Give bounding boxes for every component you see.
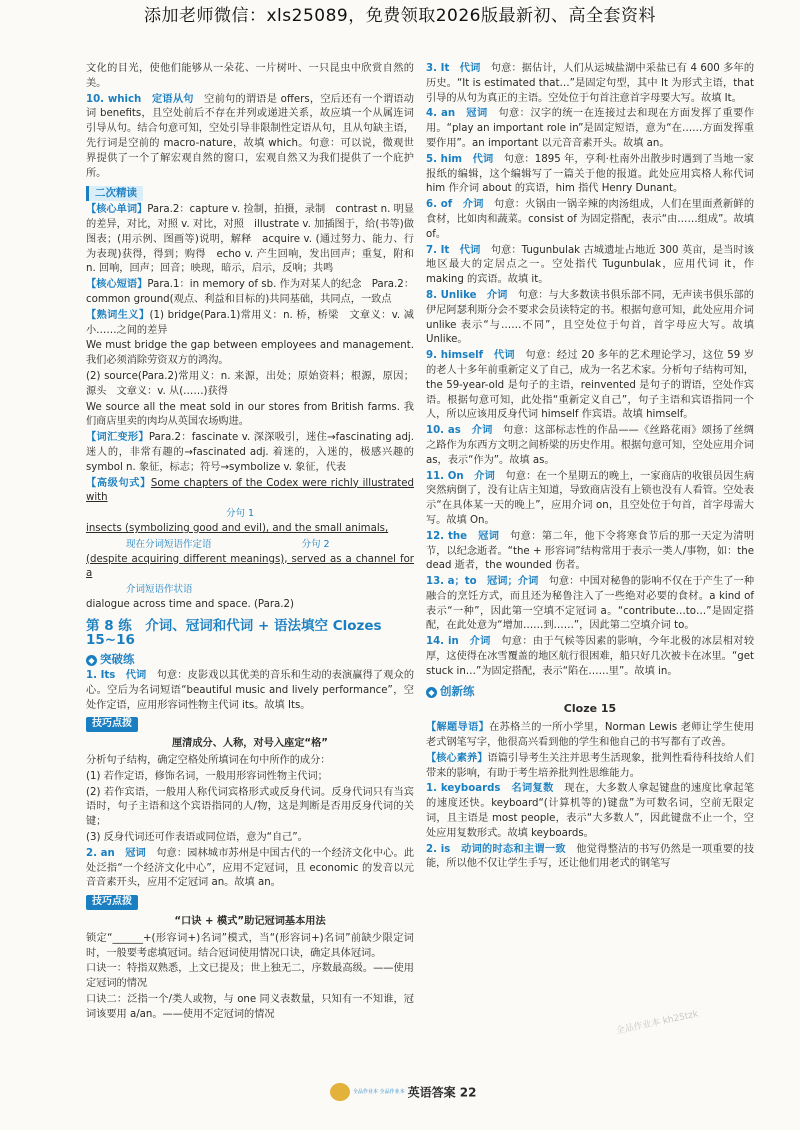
label-advanced-sentence: 【高级句式】: [86, 477, 151, 489]
section-header-second-reading: 二次精读: [86, 186, 143, 201]
answer-head: 4. an 冠词: [426, 108, 488, 120]
answer-text: 句意：Tugunbulak 古城遗址占地近 300 英亩，是当时该地区最大的定居点之一。空处指代 Tugunbulak，应用代词 it，作 making 的宾语。故填 it。: [426, 244, 754, 286]
answer-text: 句意：火锅由一锅辛辣的肉汤组成，人们在里面煮新鲜的食材，比如肉和蔬菜。consist of 为固定搭配，表示“由……组成”。故填 of。: [426, 199, 755, 240]
answer-head: 7. It 代词: [426, 244, 481, 256]
familiar-words-text: (2) source(Para.2)常用义：n. 来源，出处；原始资料；根源，原因；源头 文章义：v. 从(……)获得: [86, 370, 414, 397]
answer-text: 句意：中国对秘鲁的影响不仅在于产生了一种融合的烹饪方式，而且还为秘鲁注入了一些绝对必要的食材。a kind of 表示“一种”，因此第一空填不定冠词 a。“contribute…to…”是固定搭配，在此处意为“增加……到……”，因此第二空填介词 to。: [426, 576, 755, 632]
page-number-label: 英语答案 22: [407, 1085, 477, 1100]
answer-head: 10. as 介词: [426, 425, 493, 437]
core-phrases-text: Para.1：in memory of sb. 作为对某人的纪念 Para.2：common ground(观点、利益和目标的)共同基础，共同点，一致点: [86, 279, 415, 305]
answer-head: 13. a；to 冠词；介词: [426, 576, 539, 588]
tip-line: 口诀一：特指双熟悉，上文已提及；世上独无二，序数最高级。——使用定冠词的情况: [86, 963, 414, 990]
cloze-title: Cloze 15: [563, 702, 617, 716]
answer-head: 12. the 冠词: [426, 530, 500, 542]
subsection-breakthrough: ◆ 突破练: [86, 652, 414, 667]
annotation: 分句 2: [301, 538, 330, 550]
answer-text: 他觉得整洁的书写仍然是一项重要的技能，所以他不仅让学生手写，还让他们用老式的钢笔写: [426, 843, 755, 870]
tip-label: 技巧点拨: [86, 717, 138, 732]
tip-title: 厘清成分、人称，对号入座定“格”: [171, 738, 328, 750]
watermark: 全品作业本 kh25tzk: [615, 1009, 700, 1037]
header-banner: 添加老师微信：xls25089，免费领取2026版最新初、高全套资料: [144, 6, 656, 26]
left-column: [86, 62, 425, 1024]
answer-head: 8. Unlike 介词: [426, 289, 508, 301]
sentence-line: Some chapters of the Codex were richly illustrated with: [86, 477, 415, 504]
answer-head: 2. is 动词的时态和主谓一致: [426, 843, 566, 855]
tip-line: (1) 若作定语，修饰名词，一般用形容词性物主代词；: [86, 770, 328, 782]
annotation: 分句 1: [226, 508, 255, 520]
tip-line: (3) 反身代词还可作表语或同位语，意为“自己”。: [86, 832, 308, 844]
footer-small-text: 全品作业本 全品作业本: [353, 1089, 405, 1095]
word-forms-text: Para.2：fascinate v. 深深吸引，迷住→fascinating adj. 迷人的，非常有趣的→fascinated adj. 着迷的，入迷的，极感兴趣的 symbol n. 象征，标志；符号→symbolize v. 象征，代表: [86, 432, 425, 473]
logo-icon: [330, 1083, 350, 1101]
core-words-text: Para.2：capture v. 捡制，拍摄，录制 contrast n. 明显的差异，对比，对照 v. 对比，对照 illustrate v. 加插图于，给(书等)做图表；(用示例、图画等)说明，解释 acquire v. (通过努力、能力、行为表现)获得，得到；购得 echo v. 产生回响，发出回声；重复，附和 n. 回响，回声；回音；映现，暗示，启示，反响；共鸣: [86, 204, 415, 275]
answer-text: 空前句的谓语是 offers，空后还有一个谓语动词 benefits，且空处前后不存在并列或递进关系，故应填一个从属连词引导从句。结合句意可知，空处引导非限制性定语从句，且从句缺主语，先行词是空前的 macro-nature，故填 which。句意：可以说，微观世界提供了一个了解宏观自然的窗口，宏观自然又为我们提供了一个庇护所。: [86, 93, 414, 179]
badge-icon: ◆: [426, 687, 437, 698]
answer-text: 句意：与大多数读书俱乐部不同，无声读书俱乐部的伊尼阿瑟利斯分会不要求会员读特定的书。根据句意可知，此处应用介词 unlike 表示“与……不同”，且空处位于句首，首字母应大写。故填 Unlike。: [426, 289, 754, 346]
label-guide: 【解题导语】: [426, 722, 490, 734]
answer-head: 11. On 介词: [426, 470, 495, 482]
tip-line: 锁定“______+(形容词+)名词”模式，当“(形容词+)名词”前缺少限定词时，一般要考虑填冠词。结合冠词使用情况口诀，确定具体冠词。: [86, 932, 414, 959]
annotation: 介词短语作状语: [126, 584, 193, 596]
tip-label: 技巧点拨: [86, 895, 138, 910]
answer-text: 句意：据估计，人们从运城盐湖中采盐已有 4 600 多年的历史。“It is estimated that…”是固定句型，其中 It 为形式主语，that 引导的从句为真正的主语。空处位于句首注意首字母要大写。故填 It。: [426, 63, 755, 104]
sentence-line: (despite acquiring different meanings), served as a channel for a: [86, 553, 414, 580]
tip-line: 分析句子结构，确定空格处所填词在句中所作的成分：: [86, 755, 331, 767]
paragraph: 文化的目光，使他们能够从一朵花、一片树叶、一只昆虫中欣赏自然的美。: [86, 63, 414, 89]
example-sentence: We must bridge the gap between employees and management. 我们必须消除劳资双方的鸿沟。: [86, 340, 414, 367]
answer-head: 5. him 代词: [426, 153, 494, 165]
label-core-literacy: 【核心素养】: [426, 752, 488, 764]
label-familiar-words: 【熟词生义】: [86, 309, 150, 321]
answer-text: 句意：园林城市苏州是中国古代的一个经济文化中心。此处泛指“一个经济文化中心”，应用不定冠词，且 economic 的发音以元音音素开头，应用不定冠词 an。故填 an。: [86, 847, 415, 889]
answer-text: 句意：汉字的统一在连接过去和现在方面发挥了重要作用。“play an important role in”是固定短语，意为“在……方面发挥重要作用”。an important 以元音音素开头。故填 an。: [426, 108, 755, 149]
tip-line: 口诀二：泛指一个/类人或物，与 one 同义表数量，只知有一不知谁，冠词该要用 a/an。——使用不定冠词的情况: [86, 994, 414, 1020]
answer-head: 10. which 定语从句: [86, 93, 194, 105]
familiar-words-text: (1) bridge(Para.1)常用义：n. 桥，桥梁 文章义：v. 减小……之间的差异: [86, 309, 414, 336]
page-footer: [330, 1083, 480, 1103]
answer-text: 句意：在一个星期五的晚上，一家商店的收银员因生病突然病倒了，没有让店主知道，导致商店没有上锁也没有人看管。空处表示“在具体某一天的晚上”，应用介词 on，且空处位于句首，首字母需大写。故填 On。: [426, 470, 755, 526]
core-literacy-text: 语篇引导考生关注并思考生活现象，批判性看待科技给人们带来的影响，有助于考生培养批判性思维能力。: [426, 752, 755, 779]
answer-text: 句意：这部标志性的作品——《丝路花雨》颂扬了丝绸之路作为东西方文明之间桥梁的历史作用。根据句意可知，空处应用介词 as，表示“作为”。故填 as。: [426, 425, 754, 466]
sentence-line: insects (symbolizing good and evil), and the small animals,: [86, 522, 389, 534]
answer-text: 句意：皮影戏以其优美的音乐和生动的表演赢得了观众的心。空后为名词短语“beautiful music and lively performance”，空处作定语，应用形容词性物主代词 its。故填 Its。: [86, 670, 415, 711]
example-sentence: We source all the meat sold in our stores from British farms. 我们商店里卖的肉均从英国农场购进。: [86, 401, 414, 428]
answer-text: 句意：经过 20 多年的艺术理论学习，这位 59 岁的老人十多年前重新定义了自己，成为一名艺术家。分析句子结构可知，the 59-year-old 是句子的主语，reinvented 是句子的谓语，空处作宾语。根据句意可知，此处指“重新定义自己”，句子主语和宾语指同一个人，所以应该用反身代词 himself 作宾语。故填 himself。: [426, 350, 755, 421]
answer-head: 9. himself 代词: [426, 350, 515, 362]
badge-icon: ◆: [86, 655, 97, 666]
tip-line: (2) 若作宾语，一般用人称代词宾格形式或反身代词。反身代词只有当宾语时，句子主语和这个宾语指同的人/物，这是判断是否用反身代词的关键；: [86, 786, 414, 828]
label-word-forms: 【词汇变形】: [86, 432, 149, 444]
answer-text: 句意：1895 年，亨利·杜南外出散步时遇到了当地一家报纸的编辑，这个编辑写了一篇关于他的报道。此处应用宾格人称代词 him 作介词 about 的宾语，him 指代 Henry Dunant。: [426, 153, 754, 195]
answer-head: 3. It 代词: [426, 63, 481, 74]
label-core-phrases: 【核心短语】: [86, 279, 148, 291]
answer-text: 现在，大多数人拿起键盘的速度比拿起笔的速度还快。keyboard“(计算机等的)键盘”为可数名词，空前无限定词，且主语是 most people，表示“大多数人”，因此键盘不止一个，空处应用复数形式。故填 keyboards。: [426, 783, 755, 839]
guide-text: 在苏格兰的一所小学里，Norman Lewis 老师让学生使用老式钢笔写字，他很高兴看到他的学生和他自己的书写都有了改善。: [426, 722, 755, 749]
label-core-words: 【核心单词】: [86, 204, 148, 216]
sentence-line: dialogue across time and space. (Para.2): [86, 598, 294, 610]
tip-title: “口诀 + 模式”助记冠词基本用法: [174, 916, 326, 928]
answer-text: 句意：由于气候等因素的影响，今年北极的冰层相对较厚，这使得在冰雪覆盖的地区航行很困难，船只好几次被卡在冰里。“get stuck in…”为固定搭配，表示“陷在……里”。故填 in。: [426, 636, 755, 677]
subsection-innovation: ◆ 创新练: [426, 684, 754, 699]
answer-text: 句意：第二年，他下令将寒食节后的那一天定为清明节，以纪念逝者。“the + 形容词”结构常用于表示一类人/事物，如：the dead 逝者，the wounded 伤者。: [426, 530, 755, 572]
answer-head: 1. keyboards 名词复数: [426, 783, 554, 795]
answer-head: 1. Its 代词: [86, 670, 147, 682]
answer-head: 2. an 冠词: [86, 847, 146, 859]
answer-head: 6. of 介词: [426, 199, 484, 211]
right-column: [426, 62, 754, 873]
answer-item: [86, 93, 414, 182]
section-title: 第 8 练 介词、冠词和代词 + 语法填空 Clozes 15~16: [86, 617, 382, 649]
answer-head: 14. in 介词: [426, 636, 491, 648]
annotation: 现在分词短语作定语: [126, 538, 212, 550]
